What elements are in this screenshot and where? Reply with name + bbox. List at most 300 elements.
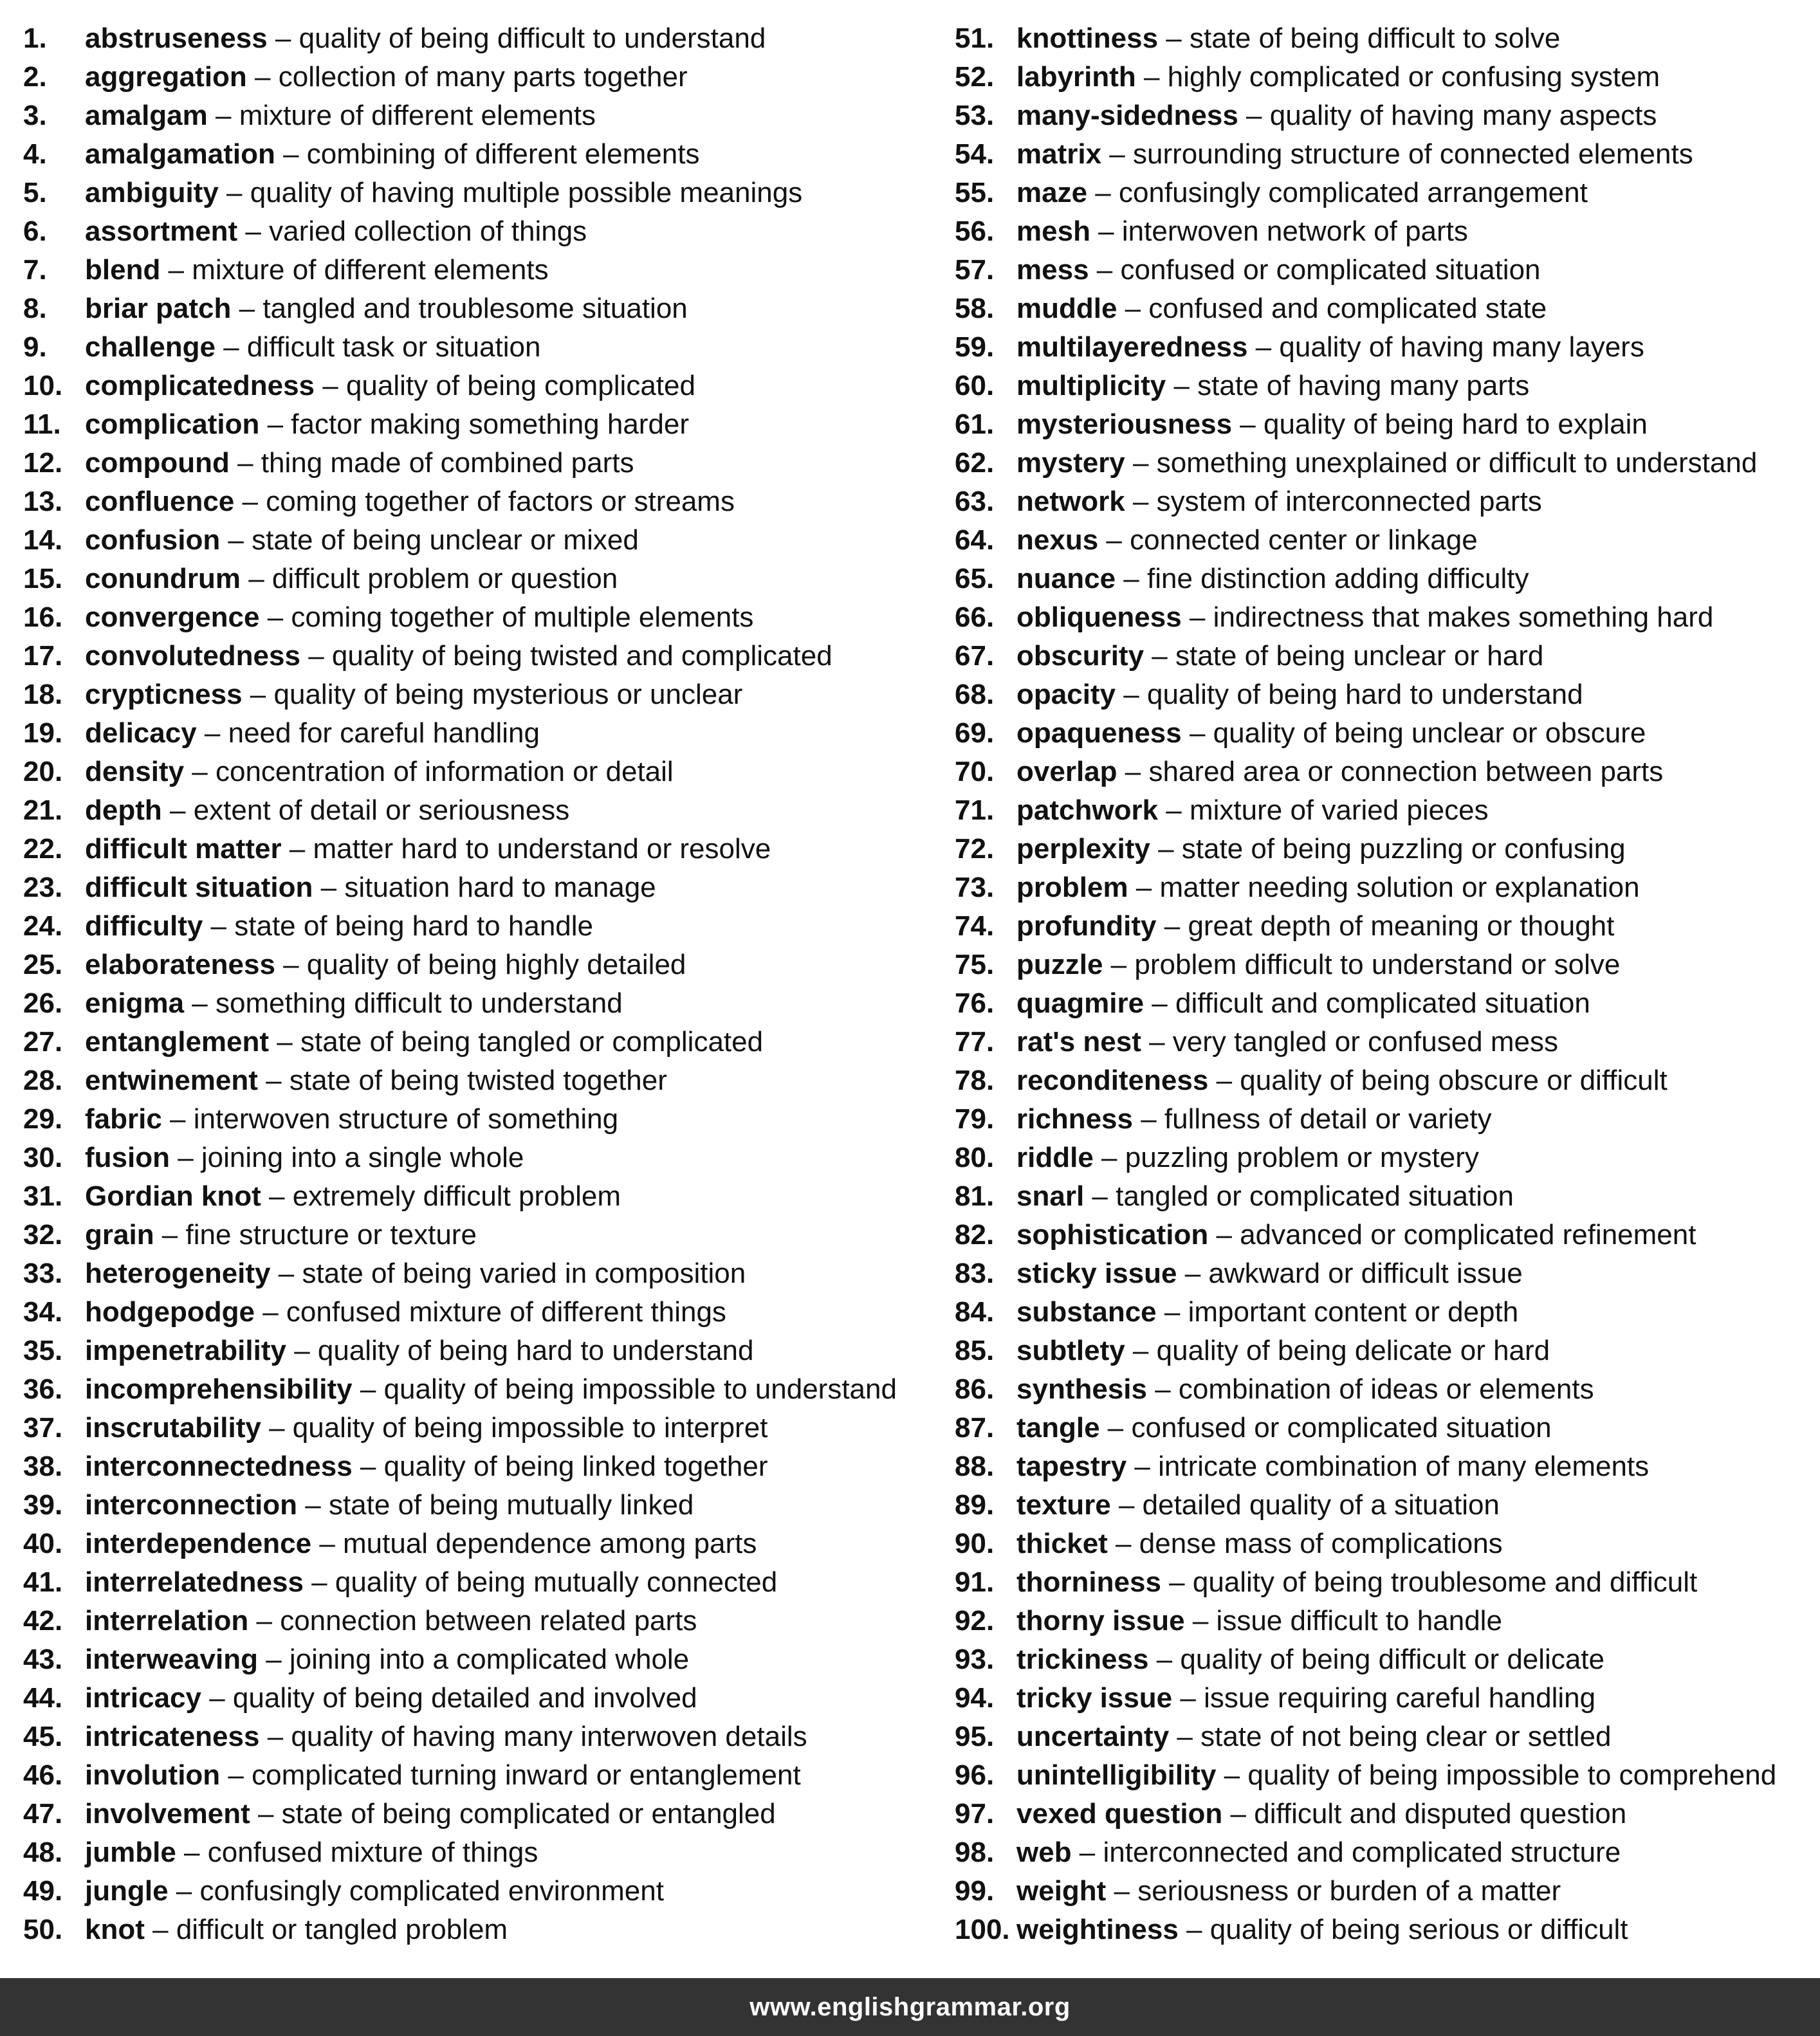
entry-number: 85.	[955, 1335, 995, 1366]
entry-number: 90.	[955, 1528, 995, 1559]
entry-number: 47.	[23, 1798, 63, 1830]
entry-term: conundrum	[85, 563, 241, 594]
list-item	[23, 1139, 937, 1177]
entry-definition: mixture of different elements	[239, 100, 596, 131]
entry-definition: quality of being highly detailed	[306, 949, 686, 980]
entry-number: 71.	[955, 794, 995, 826]
list-item	[955, 1139, 1817, 1177]
entry-number: 95.	[955, 1721, 995, 1752]
entry-separator: –	[1125, 1335, 1157, 1366]
entry-number: 29.	[23, 1103, 63, 1135]
entry-definition: state of being tangled or complicated	[300, 1026, 764, 1058]
entry-definition: great depth of meaning or thought	[1188, 910, 1615, 942]
entry-number: 34.	[23, 1296, 63, 1328]
list-item	[23, 1023, 937, 1061]
entry-number: 11.	[23, 408, 61, 440]
entry-definition: awkward or difficult issue	[1208, 1258, 1523, 1289]
entry-number: 48.	[23, 1837, 63, 1868]
entry-number: 58.	[955, 293, 995, 324]
entry-term: obliqueness	[1016, 601, 1182, 633]
entry-definition: fine distinction adding difficulty	[1146, 563, 1529, 594]
entry-definition: quality of being impossible to interpret	[292, 1412, 768, 1444]
entry-number: 1.	[23, 23, 47, 54]
list-item	[955, 328, 1817, 367]
word-list-column-right	[955, 19, 1817, 1949]
entry-number: 78.	[955, 1065, 995, 1096]
entry-term: hodgepodge	[85, 1296, 255, 1328]
entry-separator: –	[1161, 1566, 1193, 1598]
entry-number: 100.	[955, 1914, 1010, 1945]
entry-number: 9.	[23, 331, 47, 363]
entry-definition: quality of being hard to understand	[1146, 679, 1583, 710]
entry-number: 5.	[23, 177, 47, 208]
entry-number: 84.	[955, 1296, 995, 1328]
entry-number: 13.	[23, 486, 63, 517]
entry-term: aggregation	[85, 61, 247, 93]
entry-term: obscurity	[1016, 640, 1144, 672]
entry-term: sophistication	[1016, 1219, 1209, 1251]
entry-definition: mixture of varied pieces	[1189, 794, 1489, 826]
list-item	[955, 367, 1817, 405]
entry-number: 28.	[23, 1065, 63, 1096]
entry-term: mess	[1016, 254, 1089, 286]
list-item	[23, 637, 937, 675]
entry-number: 81.	[955, 1180, 995, 1212]
entry-number: 46.	[23, 1759, 63, 1791]
entry-number: 20.	[23, 756, 63, 787]
entry-definition: puzzling problem or mystery	[1125, 1142, 1479, 1173]
entry-separator: –	[1101, 138, 1133, 170]
entry-number: 59.	[955, 331, 995, 363]
entry-separator: –	[257, 1644, 290, 1675]
entry-separator: –	[1208, 1065, 1240, 1096]
entry-term: multilayeredness	[1016, 331, 1248, 363]
list-item	[23, 1216, 937, 1254]
entry-number: 53.	[955, 100, 995, 131]
list-item	[23, 1177, 937, 1216]
entry-separator: –	[144, 1914, 176, 1945]
entry-number: 75.	[955, 949, 995, 980]
entry-definition: interwoven network of parts	[1121, 216, 1468, 247]
list-item	[955, 405, 1817, 444]
entry-term: thorny issue	[1016, 1605, 1185, 1637]
entry-term: synthesis	[1016, 1373, 1147, 1405]
entry-number: 33.	[23, 1258, 63, 1289]
entry-term: fusion	[85, 1142, 170, 1173]
word-list-column-left	[23, 19, 937, 1949]
entry-number: 97.	[955, 1798, 995, 1830]
entry-definition: important content or depth	[1188, 1296, 1519, 1328]
entry-number: 35.	[23, 1335, 63, 1366]
entry-definition: quality of being detailed and involved	[232, 1682, 697, 1714]
entry-definition: connection between related parts	[280, 1605, 697, 1637]
entry-separator: –	[1141, 1026, 1173, 1058]
entry-separator: –	[261, 1412, 293, 1444]
entry-separator: –	[303, 1566, 335, 1598]
entry-term: network	[1016, 486, 1125, 517]
list-item	[955, 1216, 1817, 1254]
entry-separator: –	[169, 1142, 201, 1173]
entry-definition: quality of being hard to understand	[317, 1335, 754, 1366]
list-item	[23, 868, 937, 907]
entry-definition: state of being complicated or entangled	[281, 1798, 776, 1830]
list-item	[23, 251, 937, 289]
entry-term: richness	[1016, 1103, 1133, 1135]
entry-separator: –	[1144, 640, 1175, 672]
list-item	[955, 444, 1817, 482]
entry-separator: –	[267, 23, 299, 54]
entry-definition: quality of being mysterious or unclear	[273, 679, 743, 710]
entry-definition: interwoven structure of something	[193, 1103, 619, 1135]
entry-term: jumble	[85, 1837, 176, 1868]
entry-separator: –	[352, 1373, 384, 1405]
entry-separator: –	[254, 1296, 286, 1328]
entry-number: 77.	[955, 1026, 995, 1058]
entry-separator: –	[1184, 1605, 1217, 1637]
list-item	[23, 1486, 937, 1525]
entry-number: 18.	[23, 679, 63, 710]
list-item	[955, 135, 1817, 174]
list-item	[955, 1525, 1817, 1563]
list-item	[955, 19, 1817, 58]
entry-definition: something difficult to understand	[215, 987, 623, 1019]
entry-separator: –	[1156, 1296, 1188, 1328]
entry-term: labyrinth	[1016, 61, 1136, 93]
entry-term: compound	[85, 447, 230, 479]
list-item	[23, 289, 937, 328]
list-item	[955, 96, 1817, 135]
entry-separator: –	[234, 486, 266, 517]
entry-separator: –	[196, 717, 228, 749]
entry-definition: issue difficult to handle	[1216, 1605, 1502, 1637]
entry-separator: –	[1090, 216, 1122, 247]
list-item	[23, 675, 937, 714]
entry-term: sticky issue	[1016, 1258, 1177, 1289]
entry-number: 31.	[23, 1180, 63, 1212]
entry-term: problem	[1016, 872, 1128, 903]
entry-separator: –	[1158, 794, 1190, 826]
entry-separator: –	[168, 1875, 200, 1907]
entry-term: muddle	[1016, 293, 1117, 324]
entry-term: involution	[85, 1759, 221, 1791]
entry-term: amalgam	[85, 100, 208, 131]
entry-definition: tangled and troublesome situation	[262, 293, 688, 324]
entry-definition: confused mixture of different things	[286, 1296, 726, 1328]
entry-definition: connected center or linkage	[1130, 524, 1478, 556]
entry-number: 55.	[955, 177, 995, 208]
list-item	[955, 1486, 1817, 1525]
entry-term: interdependence	[85, 1528, 312, 1559]
entry-term: reconditeness	[1016, 1065, 1209, 1096]
list-item	[955, 598, 1817, 637]
entry-term: uncertainty	[1016, 1721, 1170, 1752]
entry-definition: very tangled or confused mess	[1172, 1026, 1558, 1058]
entry-separator: –	[154, 1219, 186, 1251]
entry-number: 68.	[955, 679, 995, 710]
entry-separator: –	[1172, 1682, 1204, 1714]
entry-term: subtlety	[1016, 1335, 1125, 1366]
entry-definition: quality of having many layers	[1279, 331, 1644, 363]
entry-term: heterogeneity	[85, 1258, 271, 1289]
entry-separator: –	[1132, 1103, 1164, 1135]
entry-definition: surrounding structure of connected elements	[1133, 138, 1693, 170]
entry-separator: –	[160, 254, 192, 286]
list-item	[955, 1718, 1817, 1756]
entry-separator: –	[240, 563, 272, 594]
list-item	[955, 1756, 1817, 1795]
entry-separator: –	[1117, 756, 1149, 787]
entry-definition: quality of being twisted and complicated	[331, 640, 832, 672]
entry-definition: state of being mutually linked	[328, 1489, 694, 1521]
entry-number: 45.	[23, 1721, 63, 1752]
entry-separator: –	[220, 524, 252, 556]
entry-separator: –	[176, 1837, 208, 1868]
entry-term: fabric	[85, 1103, 162, 1135]
entry-number: 51.	[955, 23, 995, 54]
entry-number: 36.	[23, 1373, 63, 1405]
entry-definition: state of not being clear or settled	[1200, 1721, 1612, 1752]
entry-term: opacity	[1016, 679, 1116, 710]
entry-number: 56.	[955, 216, 995, 247]
entry-number: 23.	[23, 872, 63, 903]
list-item	[23, 1254, 937, 1293]
entry-number: 54.	[955, 138, 995, 170]
list-item	[955, 675, 1817, 714]
entry-separator: –	[297, 1489, 329, 1521]
entry-number: 2.	[23, 61, 47, 93]
entry-term: abstruseness	[85, 23, 268, 54]
entry-term: briar patch	[85, 293, 232, 324]
entry-term: perplexity	[1016, 833, 1150, 865]
entry-separator: –	[1216, 1759, 1248, 1791]
entry-term: enigma	[85, 987, 185, 1019]
list-item	[23, 1525, 937, 1563]
entry-separator: –	[259, 601, 291, 633]
entry-term: thicket	[1016, 1528, 1108, 1559]
entry-term: rat's nest	[1016, 1026, 1141, 1058]
entry-separator: –	[1146, 1373, 1179, 1405]
entry-separator: –	[250, 1798, 282, 1830]
list-item	[23, 560, 937, 598]
entry-term: riddle	[1016, 1142, 1094, 1173]
entry-term: thorniness	[1016, 1566, 1161, 1598]
entry-number: 19.	[23, 717, 63, 749]
entry-number: 26.	[23, 987, 63, 1019]
entry-term: Gordian knot	[85, 1180, 261, 1212]
entry-number: 73.	[955, 872, 995, 903]
entry-term: complication	[85, 408, 260, 440]
entry-number: 10.	[23, 370, 63, 401]
entry-number: 74.	[955, 910, 995, 942]
list-item	[23, 946, 937, 984]
entry-separator: –	[1181, 717, 1213, 749]
entry-definition: dense mass of complications	[1139, 1528, 1503, 1559]
list-item	[23, 1602, 937, 1640]
entry-definition: situation hard to manage	[344, 872, 656, 903]
entry-definition: fine structure or texture	[185, 1219, 477, 1251]
entry-definition: interconnected and complicated structure	[1103, 1837, 1621, 1868]
entry-term: mesh	[1016, 216, 1090, 247]
entry-term: vexed question	[1016, 1798, 1223, 1830]
entry-definition: complicated turning inward or entanglement	[252, 1759, 801, 1791]
entry-number: 7.	[23, 254, 47, 286]
list-item	[955, 1293, 1817, 1332]
entry-term: nexus	[1016, 524, 1099, 556]
entry-term: many-sidedness	[1016, 100, 1238, 131]
entry-number: 43.	[23, 1644, 63, 1675]
list-item	[23, 444, 937, 482]
entry-definition: quality of having many interwoven details	[291, 1721, 807, 1752]
entry-number: 62.	[955, 447, 995, 479]
list-item	[955, 714, 1817, 753]
entry-term: maze	[1016, 177, 1088, 208]
entry-term: opaqueness	[1016, 717, 1182, 749]
list-item	[23, 96, 937, 135]
entry-separator: –	[1110, 1489, 1143, 1521]
entry-definition: combining of different elements	[306, 138, 700, 170]
entry-separator: –	[207, 100, 239, 131]
entry-separator: –	[1126, 1451, 1159, 1482]
entry-definition: quality of having many aspects	[1269, 100, 1657, 131]
entry-number: 52.	[955, 61, 995, 93]
entry-term: density	[85, 756, 185, 787]
entry-number: 12.	[23, 447, 63, 479]
entry-term: weight	[1016, 1875, 1107, 1907]
entry-definition: state of having many parts	[1197, 370, 1530, 401]
entry-term: inscrutability	[85, 1412, 261, 1444]
list-item	[955, 1100, 1817, 1139]
entry-definition: indirectness that makes something hard	[1213, 601, 1714, 633]
entry-term: texture	[1016, 1489, 1111, 1521]
entry-number: 21.	[23, 794, 63, 826]
entry-separator: –	[215, 331, 247, 363]
entry-term: confluence	[85, 486, 235, 517]
entry-number: 15.	[23, 563, 63, 594]
entry-definition: confused mixture of things	[207, 1837, 538, 1868]
entry-separator: –	[1106, 1875, 1138, 1907]
entry-definition: state of being hard to handle	[234, 910, 594, 942]
entry-separator: –	[270, 1258, 302, 1289]
entry-separator: –	[1158, 23, 1190, 54]
entry-definition: quality of being impossible to comprehend	[1247, 1759, 1777, 1791]
entry-definition: quality of being difficult to understand	[299, 23, 766, 54]
list-item	[955, 212, 1817, 251]
entry-term: web	[1016, 1837, 1072, 1868]
entry-term: entanglement	[85, 1026, 270, 1058]
entry-definition: concentration of information or detail	[215, 756, 674, 787]
entry-separator: –	[203, 910, 235, 942]
entry-separator: –	[1098, 524, 1130, 556]
entry-definition: quality of being delicate or hard	[1156, 1335, 1550, 1366]
entry-definition: difficult problem or question	[271, 563, 618, 594]
entry-number: 66.	[955, 601, 995, 633]
list-item	[23, 1795, 937, 1833]
entry-term: profundity	[1016, 910, 1157, 942]
footer-bar	[0, 1978, 1820, 2036]
entry-number: 38.	[23, 1451, 63, 1482]
list-item	[955, 1563, 1817, 1602]
entry-separator: –	[300, 640, 332, 672]
list-item	[23, 212, 937, 251]
list-item	[955, 1911, 1817, 1949]
list-item	[955, 637, 1817, 675]
entry-term: ambiguity	[85, 177, 219, 208]
list-item	[23, 58, 937, 96]
entry-term: difficult matter	[85, 833, 282, 865]
list-item	[955, 791, 1817, 830]
footer-url[interactable]: www.englishgrammar.org	[749, 1992, 1071, 2021]
entry-term: difficulty	[85, 910, 203, 942]
entry-definition: tangled or complicated situation	[1116, 1180, 1514, 1212]
list-item	[955, 1370, 1817, 1409]
entry-definition: difficult and disputed question	[1254, 1798, 1627, 1830]
entry-separator: –	[237, 216, 270, 247]
entry-number: 30.	[23, 1142, 63, 1173]
entry-definition: combination of ideas or elements	[1178, 1373, 1594, 1405]
entry-number: 94.	[955, 1682, 995, 1714]
entry-term: confusion	[85, 524, 221, 556]
entry-separator: –	[1238, 100, 1270, 131]
entry-number: 17.	[23, 640, 63, 672]
entry-term: crypticness	[85, 679, 243, 710]
entry-number: 32.	[23, 1219, 63, 1251]
list-item	[23, 1100, 937, 1139]
entry-number: 80.	[955, 1142, 995, 1173]
entry-definition: difficult and complicated situation	[1175, 987, 1590, 1019]
entry-term: impenetrability	[85, 1335, 286, 1366]
entry-term: interweaving	[85, 1644, 258, 1675]
list-item	[23, 521, 937, 560]
list-item	[23, 984, 937, 1023]
entry-number: 61.	[955, 408, 995, 440]
list-item	[23, 135, 937, 174]
entry-term: tapestry	[1016, 1451, 1127, 1482]
entry-number: 25.	[23, 949, 63, 980]
entry-separator: –	[315, 370, 346, 401]
list-item	[23, 1409, 937, 1447]
entry-definition: difficult task or situation	[246, 331, 541, 363]
list-item	[955, 1254, 1817, 1293]
entry-separator: –	[229, 447, 261, 479]
entry-term: delicacy	[85, 717, 197, 749]
entry-definition: state of being unclear or mixed	[252, 524, 639, 556]
entry-term: mysteriousness	[1016, 408, 1233, 440]
entry-separator: –	[352, 1451, 384, 1482]
list-item	[23, 19, 937, 58]
entry-term: interrelatedness	[85, 1566, 304, 1598]
entry-separator: –	[281, 833, 313, 865]
entry-separator: –	[231, 293, 263, 324]
entry-separator: –	[201, 1682, 233, 1714]
entry-separator: –	[259, 1721, 291, 1752]
list-item	[23, 1718, 937, 1756]
entry-definition: seriousness or burden of a matter	[1137, 1875, 1561, 1907]
entry-definition: confused and complicated state	[1148, 293, 1547, 324]
entry-term: intricacy	[85, 1682, 201, 1714]
entry-number: 16.	[23, 601, 63, 633]
list-item	[955, 946, 1817, 984]
entry-term: convolutedness	[85, 640, 300, 672]
list-item	[23, 714, 937, 753]
entry-separator: –	[1089, 254, 1121, 286]
entry-separator: –	[1125, 486, 1157, 517]
list-item	[955, 753, 1817, 791]
entry-number: 27.	[23, 1026, 63, 1058]
entry-number: 86.	[955, 1373, 995, 1405]
entry-separator: –	[242, 679, 274, 710]
entry-term: interrelation	[85, 1605, 249, 1637]
entry-definition: quality of being serious or difficult	[1209, 1914, 1628, 1945]
